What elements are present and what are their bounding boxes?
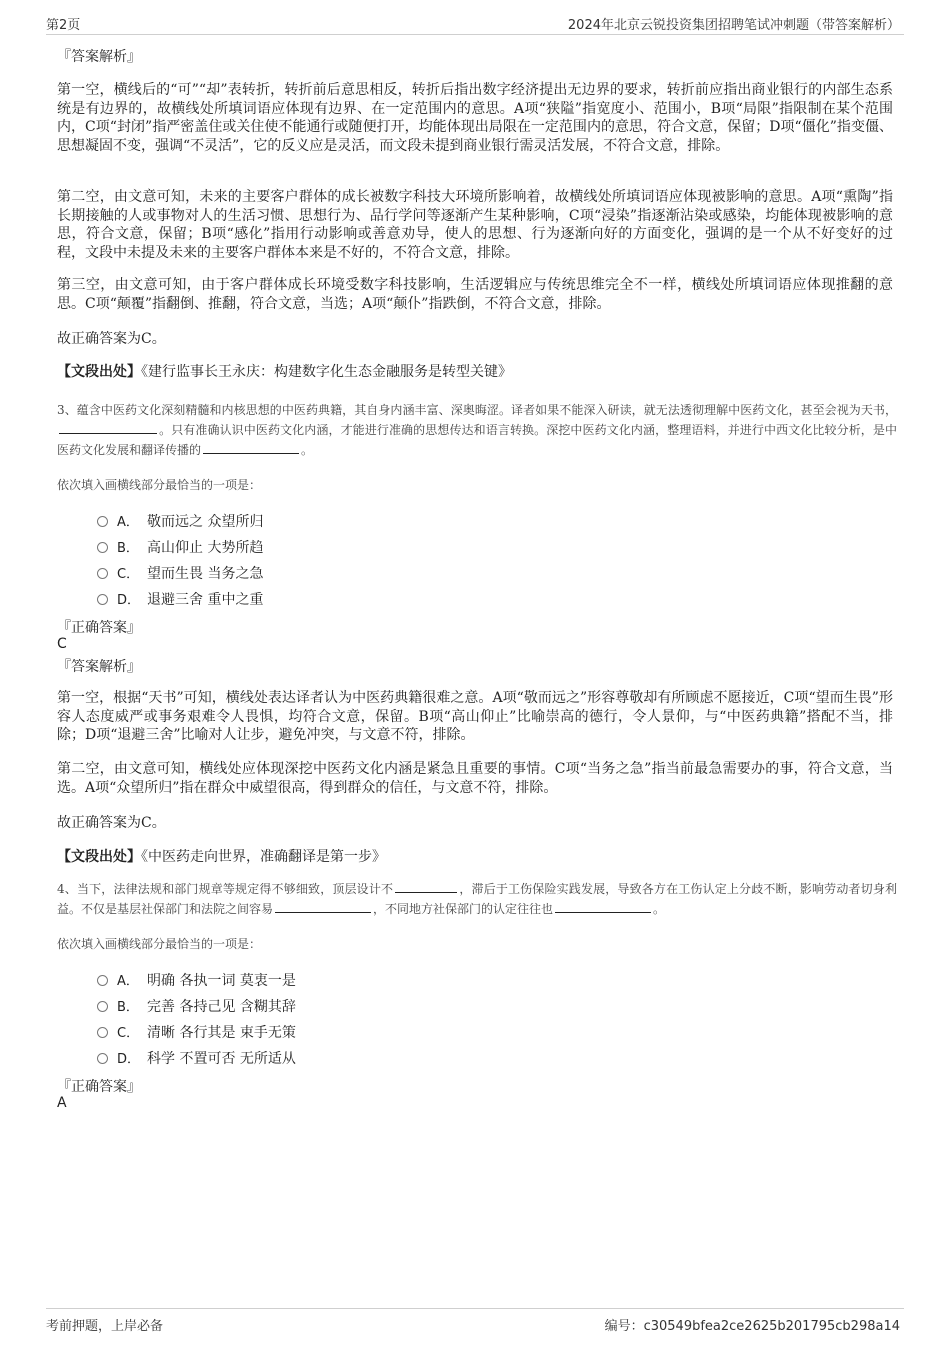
option-key: B． bbox=[117, 541, 139, 556]
radio-icon[interactable] bbox=[97, 594, 108, 605]
q2-analysis-para-1: 第一空，横线后的“可”“却”表转折，转折前后意思相反，转折后指出数字经济提出无边界的要求，转折前应指出商业银行的内部生态系统是有边界的，故横线处所填词语应体现有边界、在一定范围内的意思。A项“狭隘”指宽度小、范围小，B项“局限”指限制在某个范围内，C项“封闭”指严密盖住或关住使不能通行或随便打开，均能体现出局限在一定范围内的意思，符合文意，保留；D项“僵化”指变僵、思想凝固不变，强调“不灵活”，它的反义应是灵活，而文段未提到商业银行需灵活发展，不符合文意，排除。 bbox=[57, 82, 893, 154]
option-key: A． bbox=[117, 515, 139, 530]
option-key: A． bbox=[117, 974, 139, 989]
option-text: 敬而远之 众望所归 bbox=[147, 514, 264, 530]
q4-stem-part-3: ，不同地方社保部门的认定往往也 bbox=[373, 902, 554, 916]
option-text: 科学 不置可否 无所适从 bbox=[147, 1051, 296, 1067]
q3-blank-2 bbox=[203, 441, 299, 454]
radio-icon[interactable] bbox=[97, 1027, 108, 1038]
q3-option-b[interactable] bbox=[97, 537, 263, 557]
q3-stem-part-2: 。只有准确认识中医药文化内涵，才能进行准确的思想传达和语言转换。深挖中医药文化内涵，整理语料，并进行中西文化比较分析，是中医药文化发展和翻译传播的 bbox=[57, 423, 897, 457]
radio-icon[interactable] bbox=[97, 568, 108, 579]
option-key: B． bbox=[117, 1000, 139, 1015]
q3-stem-part-1: 3、蕴含中医药文化深刻精髓和内核思想的中医药典籍，其自身内涵丰富、深奥晦涩。译者如果不能深入研读，就无法透彻理解中医药文化，甚至会视为天书， bbox=[57, 403, 897, 417]
q3-source-title: 《中医药走向世界，准确翻译是第一步》 bbox=[141, 849, 386, 865]
q4-option-b[interactable] bbox=[97, 996, 296, 1016]
q4-stem-part-2: ，滞后于工伤保险实践发展，导致各方在工伤认定上分歧不断，影响劳动者切身利益。不仅是基层社保部门和法院之间容易 bbox=[57, 882, 897, 916]
q4-stem bbox=[57, 879, 897, 919]
q4-stem-part-4: 。 bbox=[653, 902, 666, 916]
q2-conclusion: 故正确答案为C。 bbox=[57, 331, 166, 347]
page-header bbox=[46, 10, 904, 35]
q3-analysis-para-1: 第一空，根据“天书”可知，横线处表达译者认为中医药典籍很难之意。A项“敬而远之”形容尊敬却有所顾虑不愿接近，C项“望而生畏”形容人态度威严或事务艰难令人畏惧，均符合文意，保留。B项“高山仰止”比喻崇高的德行，令人景仰，与“中医药典籍”搭配不当，排除；D项“退避三舍”比喻对人让步，避免冲突，与文意不符，排除。 bbox=[57, 690, 893, 743]
q3-stem bbox=[57, 400, 897, 460]
q4-instruction: 依次填入画横线部分最恰当的一项是： bbox=[57, 937, 262, 951]
radio-icon[interactable] bbox=[97, 542, 108, 553]
q2-source bbox=[57, 361, 512, 381]
q4-blank-2 bbox=[275, 900, 371, 913]
q3-stem-part-3: 。 bbox=[301, 443, 314, 457]
q3-conclusion: 故正确答案为C。 bbox=[57, 815, 166, 831]
radio-icon[interactable] bbox=[97, 1001, 108, 1012]
radio-icon[interactable] bbox=[97, 1053, 108, 1064]
q3-option-c[interactable] bbox=[97, 563, 263, 583]
q3-analysis-label: 『答案解析』 bbox=[57, 659, 141, 675]
option-key: C． bbox=[117, 567, 140, 582]
page-footer bbox=[46, 1308, 904, 1333]
q2-analysis-para-3: 第三空，由文意可知，由于客户群体成长环境受数字科技影响，生活逻辑应与传统思维完全不一样，横线处所填词语应体现推翻的意思。C项“颠覆”指翻倒、推翻，符合文意，当选；A项“颠仆”指跌倒，不符合文意，排除。 bbox=[57, 277, 893, 312]
document-title: 2024年北京云锐投资集团招聘笔试冲刺题（带答案解析） bbox=[567, 18, 900, 33]
q4-stem-part-1: 4、当下，法律法规和部门规章等规定得不够细致，顶层设计不 bbox=[57, 882, 394, 896]
option-text: 明确 各执一词 莫衷一是 bbox=[147, 973, 296, 989]
q4-answer: A bbox=[57, 1095, 67, 1111]
q3-source-label: 【文段出处】 bbox=[57, 849, 141, 865]
q2-source-title: 《建行监事长王永庆：构建数字化生态金融服务是转型关键》 bbox=[141, 364, 512, 380]
option-text: 望而生畏 当务之急 bbox=[147, 566, 264, 582]
q3-option-d[interactable] bbox=[97, 589, 263, 609]
footer-serial: 编号：c30549bfea2ce2625b201795cb298a14 bbox=[604, 1319, 900, 1334]
q4-option-a[interactable] bbox=[97, 970, 296, 990]
q4-option-d[interactable] bbox=[97, 1048, 296, 1068]
q3-option-a[interactable] bbox=[97, 511, 263, 531]
radio-icon[interactable] bbox=[97, 516, 108, 527]
option-key: D． bbox=[117, 1052, 141, 1067]
q3-answer: C bbox=[57, 636, 67, 652]
q3-answer-label: 『正确答案』 bbox=[57, 620, 141, 636]
option-text: 高山仰止 大势所趋 bbox=[147, 540, 264, 556]
option-text: 退避三舍 重中之重 bbox=[147, 592, 264, 608]
q4-blank-3 bbox=[555, 900, 651, 913]
q2-analysis-para-2: 第二空，由文意可知，未来的主要客户群体的成长被数字科技大环境所影响着，故横线处所填词语应体现被影响的意思。A项“熏陶”指长期接触的人或事物对人的生活习惯、思想行为、品行学问等逐渐产生某种影响，C项“浸染”指逐渐沾染或感染，均能体现被影响的意思，符合文意，保留；B项“感化”指用行动影响或善意劝导，使人的思想、行为逐渐向好的方面变化，强调的是一个从不好变好的过程，文段中未提及未来的主要客户群体本来是不好的，不符合文意，排除。 bbox=[57, 189, 893, 261]
footer-slogan: 考前押题，上岸必备 bbox=[46, 1319, 164, 1334]
q2-analysis-label: 『答案解析』 bbox=[57, 49, 141, 65]
q3-source bbox=[57, 846, 386, 866]
q4-option-c[interactable] bbox=[97, 1022, 296, 1042]
q3-instruction: 依次填入画横线部分最恰当的一项是： bbox=[57, 478, 262, 492]
q3-analysis-para-2: 第二空，由文意可知，横线处应体现深挖中医药文化内涵是紧急且重要的事情。C项“当务之急”指当前最急需要办的事，符合文意，当选。A项“众望所归”指在群众中威望很高，得到群众的信任，与文意不符，排除。 bbox=[57, 761, 893, 796]
option-text: 清晰 各行其是 束手无策 bbox=[147, 1025, 296, 1041]
option-text: 完善 各持己见 含糊其辞 bbox=[147, 999, 296, 1015]
page-number: 第2页 bbox=[46, 18, 81, 33]
option-key: C． bbox=[117, 1026, 140, 1041]
q3-blank-1 bbox=[59, 421, 157, 434]
radio-icon[interactable] bbox=[97, 975, 108, 986]
q4-answer-label: 『正确答案』 bbox=[57, 1079, 141, 1095]
q4-blank-1 bbox=[395, 880, 457, 893]
q2-source-label: 【文段出处】 bbox=[57, 364, 141, 380]
option-key: D． bbox=[117, 593, 141, 608]
